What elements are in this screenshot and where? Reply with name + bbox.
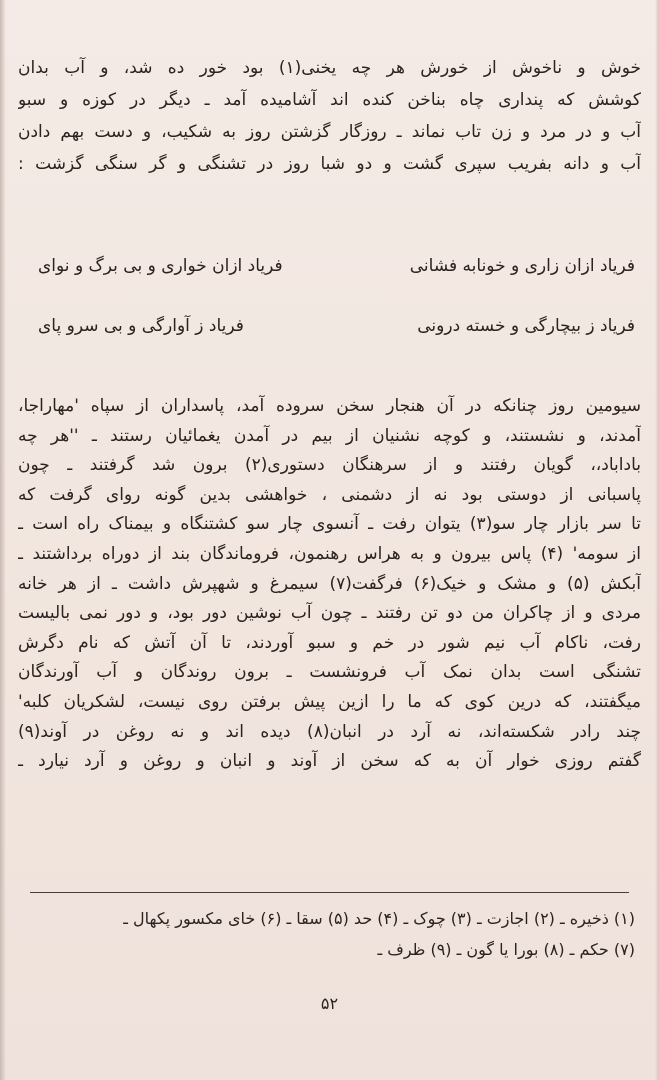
body-paragraph <box>18 392 641 777</box>
body-line: گفتم روزی خوار آن به که سخن از آوند و انبان و روغن و آرد نیارد ـ <box>18 751 641 772</box>
body-line: مردی و از چاکران من دو تن رفتند ـ چون آب نوشین دور بود، و دور نمی بالیست <box>18 603 641 624</box>
poem-hemistich-left: فریاد ازان خواری و بی برگ و نوای <box>38 256 283 276</box>
footnote-divider <box>30 892 629 893</box>
page-edge-shadow-right <box>655 0 659 1080</box>
footnote-line: (۷) حکم ـ (۸) بورا یا گون ـ (۹) ظرف ـ <box>377 940 635 959</box>
intro-line: کوشش که پنداری چاه بناخن کنده اند آشامیده آمد ـ دیگر در کوزه و سبو <box>18 90 641 110</box>
poem-hemistich-right: فریاد ازان زاری و خونابه فشانی <box>409 256 635 276</box>
poem-hemistich-right: فریاد ز بیچارگی و خسته درونی <box>417 316 635 336</box>
intro-line: آب و دانه بفریب سپری گشت و دو شبا روز در تشنگی و گر سنگی گزشت : <box>18 154 641 174</box>
poem-hemistich-left: فریاد ز آوارگی و بی سرو پای <box>38 316 244 336</box>
poem-couplet <box>18 311 641 341</box>
body-line: تا سر بازار چار سو(۳) یتوان رفت ـ آنسوی چار سو کشتنگاه و بیمناک راه است ـ <box>18 514 641 535</box>
body-line: آمدند، و نشستند، و کوچه نشنیان از بیم در آمدن یغمائیان رستند ـ ''هر چه <box>18 425 641 446</box>
body-line: سیومین روز چنانکه در آن هنجار سخن سروده آمد، پاسداران از سپاه 'مهاراجا، <box>18 396 641 416</box>
body-line: از سومه' (۴) پاس بیرون و به هراس رهنمون، فروماندگان بند از دوراه برداشتند ـ <box>18 543 641 564</box>
page-number: ۵۲ <box>320 994 339 1013</box>
intro-line: خوش و ناخوش از خورش هر چه یخنی(۱) بود خور ده شد، و آب بدان <box>18 58 641 78</box>
poem-block <box>18 251 641 371</box>
body-line: پاسبانی از دوستی بود نه از دشمنی ، خواهشی بدین گونه روای گرفت که <box>18 484 641 505</box>
body-line: میگفتند، که درین کوی که ما را ازین پیش برفتن روی نیست، لشکریان کلبه' <box>18 691 641 712</box>
body-line: چند رادر شکسته‌اند، نه آرد در انبان(۸) دیده اند و نه روغن در آوند(۹) <box>18 721 641 742</box>
body-line: تشنگی است بدان نمک آب فرونشست ـ برون روندگان و آب آورندگان <box>18 662 641 683</box>
intro-paragraph <box>18 52 641 180</box>
footnotes <box>24 903 635 965</box>
footnote-line: (۱) ذخیره ـ (۲) اجازت ـ (۳) چوک ـ (۴) حد (۵) سقا ـ (۶) خای مکسور پکهال ـ <box>123 909 635 928</box>
poem-couplet <box>18 251 641 281</box>
page-edge-shadow-left <box>0 0 6 1080</box>
body-line: باداباد،، گویان رفتند و از سرهنگان دستوری(۲) برون شد گرفتند ـ چون <box>18 455 641 476</box>
intro-line: آب و در مرد و زن تاب نماند ـ روزگار گزشتن روز به شکیب، و دست بهم دادن <box>18 122 641 142</box>
body-line: آبکش (۵) و مشک و خیک(۶) فرگفت(۷) سیمرغ و شهپرش داشت ـ از هر خانه <box>18 573 641 594</box>
body-line: رفت، ناکام آب نیم شور در خم و سبو آوردند، تا آن آتش که نام دگرش <box>18 632 641 653</box>
